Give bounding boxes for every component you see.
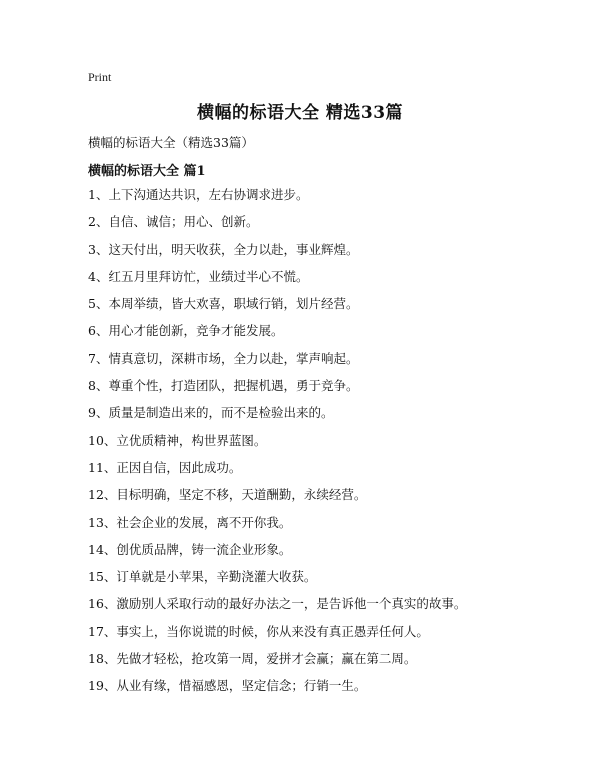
slogan-list bbox=[88, 188, 466, 707]
print-label: Print bbox=[88, 70, 112, 84]
list-item: 2、自信、诚信；用心、创新。 bbox=[88, 214, 259, 230]
list-item: 3、这天付出，明天收获，全力以赴，事业辉煌。 bbox=[88, 241, 359, 257]
list-item: 13、社会企业的发展，离不开你我。 bbox=[88, 514, 292, 530]
list-item: 5、本周举绩，皆大欢喜，职域行销，划片经营。 bbox=[88, 296, 359, 312]
list-item: 16、激励别人采取行动的最好办法之一，是告诉他一个真实的故事。 bbox=[88, 596, 467, 612]
list-item: 1、上下沟通达共识，左右协调求进步。 bbox=[88, 187, 309, 202]
list-item: 14、创优质品牌，铸一流企业形象。 bbox=[88, 541, 292, 557]
list-item: 8、尊重个性，打造团队，把握机遇，勇于竞争。 bbox=[88, 378, 359, 394]
list-item: 19、从业有缘，惜福感恩，坚定信念；行销一生。 bbox=[88, 678, 367, 694]
list-item: 4、红五月里拜访忙，业绩过半心不慌。 bbox=[88, 268, 309, 284]
document-subtitle: 横幅的标语大全（精选33篇） bbox=[88, 135, 254, 150]
list-item: 15、订单就是小苹果，辛勤浇灌大收获。 bbox=[88, 569, 317, 585]
list-item: 17、事实上，当你说谎的时候，你从来没有真正愚弄任何人。 bbox=[88, 623, 429, 639]
section-heading: 横幅的标语大全 篇1 bbox=[88, 164, 206, 179]
list-item: 6、用心才能创新，竞争才能发展。 bbox=[88, 323, 284, 339]
list-item: 10、立优质精神，构世界蓝图。 bbox=[88, 432, 267, 448]
list-item: 7、情真意切，深耕市场，全力以赴，掌声响起。 bbox=[88, 350, 359, 366]
list-item: 9、质量是制造出来的，而不是检验出来的。 bbox=[88, 405, 334, 421]
document-title: 横幅的标语大全 精选33篇 bbox=[196, 103, 404, 123]
list-item: 12、目标明确，坚定不移，天道酬勤，永续经营。 bbox=[88, 487, 367, 503]
list-item: 18、先做才轻松，抢攻第一周，爱拼才会赢；赢在第二周。 bbox=[88, 651, 417, 667]
list-item: 11、正因自信，因此成功。 bbox=[88, 459, 242, 475]
